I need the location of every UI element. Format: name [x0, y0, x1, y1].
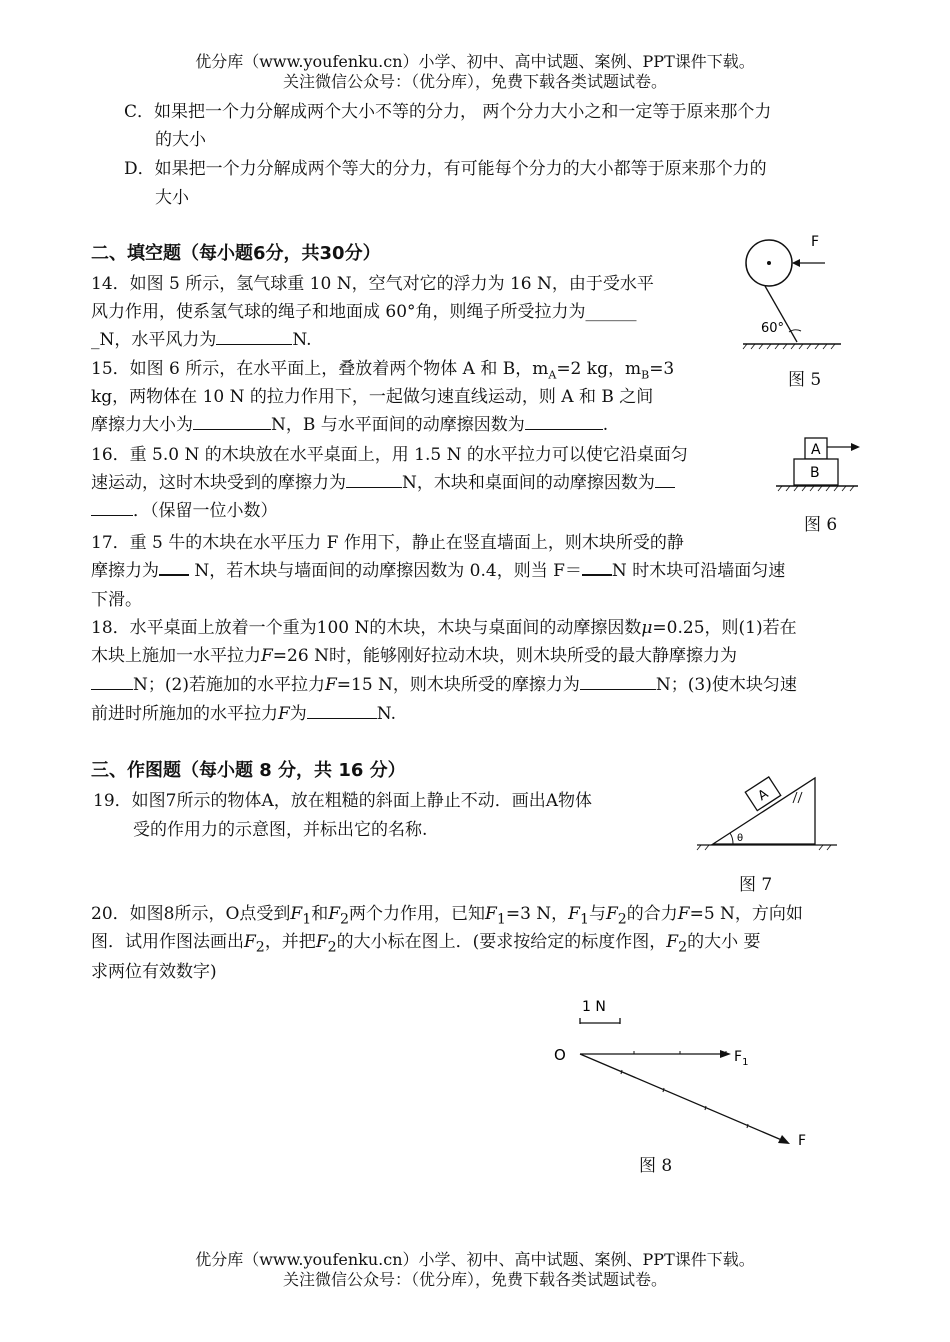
- q20-f1-c: F: [568, 904, 580, 924]
- q16-text-a: 速运动，这时木块受到的摩擦力为: [91, 473, 346, 493]
- footer-line-2: 关注微信公众号：（优分库），免费下载各类试题试卷。: [282, 1270, 667, 1289]
- q20-f2-d: F: [315, 932, 328, 952]
- q18-f-2: F: [324, 675, 337, 695]
- figure-7-diagram: [693, 770, 841, 854]
- q17-line-1: 17．重 5 牛的木块在水平压力 F 作用下，静止在竖直墙面上，则木块所受的静: [91, 533, 684, 553]
- q18-blank-max-static[interactable]: [91, 673, 133, 690]
- fig5-force-arrow-head: [792, 259, 800, 267]
- q15-line-3: [91, 412, 608, 438]
- q15-blank-friction[interactable]: [193, 413, 271, 430]
- q15-text-d: 摩擦力大小为: [91, 415, 193, 435]
- header-line-2: 关注微信公众号：（优分库），免费下载各类试题试卷。: [282, 72, 667, 91]
- balloon-center-dot: [767, 261, 771, 265]
- q18-text-b: =0.25，则(1)若在: [652, 618, 797, 638]
- fig5-force-label: F: [811, 234, 820, 250]
- q20-text-c: 两个力作用，已知: [349, 904, 486, 924]
- q20-f-a: F: [677, 904, 690, 924]
- q20-text-h: 图．试用作图法画出: [91, 932, 244, 952]
- q15-blank-coefficient[interactable]: [525, 413, 603, 430]
- figure-6-caption: 图 6: [804, 515, 838, 535]
- q18-text-i: 为: [289, 704, 307, 724]
- fig8-f1-sub: 1: [742, 1057, 749, 1068]
- q20-sub-1b: 1: [496, 911, 506, 928]
- q20-sub-2e: 2: [678, 939, 688, 956]
- q19-line-1: 19．如图7所示的物体A，放在粗糙的斜面上静止不动．画出A物体: [93, 791, 593, 811]
- fig8-f-label: F: [798, 1133, 807, 1149]
- q14-text-b: N.: [292, 330, 312, 350]
- q18-text-f: =15 N，则木块所受的摩擦力为: [336, 675, 580, 695]
- q20-f1-a: F: [290, 904, 303, 924]
- q15-sub-b: B: [641, 368, 650, 382]
- q17-blank-force[interactable]: [582, 558, 612, 576]
- option-d-line-1: D．如果把一个力分解成两个等大的分力，有可能每个分力的大小都等于原来那个力的: [124, 159, 767, 179]
- q17-text-a: 摩擦力为: [91, 561, 159, 581]
- q20-text-a: 20．如图8所示，O点受到: [91, 904, 291, 924]
- q17-text-b: N，若木块与墙面间的动摩擦因数为 0.4，则当 F＝: [189, 561, 582, 581]
- q14-blank-wind[interactable]: [216, 328, 292, 345]
- q16-blank-coefficient-a[interactable]: [655, 471, 675, 488]
- q20-text-d: =3 N，: [505, 904, 569, 924]
- fig7-angle-label: θ: [737, 833, 744, 844]
- q20-sub-2c: 2: [255, 939, 265, 956]
- q18-blank-friction[interactable]: [580, 673, 656, 690]
- fig8-f-arrow-head: [778, 1135, 790, 1144]
- q15-text-f: .: [602, 415, 609, 435]
- q16-line-2: [91, 470, 675, 496]
- q20-text-j: 的大小标在图上．(要求按给定的标度作图，: [336, 932, 667, 952]
- figure-8-caption: 图 8: [639, 1156, 673, 1176]
- q15-text-a: 15．如图 6 所示，在水平面上，叠放着两个物体 A 和 B，m: [91, 359, 549, 379]
- q20-line-3: 求两位有效数字): [91, 962, 217, 982]
- q14-text-a: _N，水平风力为: [91, 330, 217, 350]
- q20-text-e: 与: [588, 904, 606, 924]
- q18-line-4: [91, 701, 396, 727]
- q18-text-c: 木块上施加一水平拉力: [91, 646, 261, 666]
- q20-text-f: 的合力: [626, 904, 678, 924]
- q17-line-2: [91, 558, 785, 584]
- q20-text-b: 和: [311, 904, 329, 924]
- section-3-title: 三、作图题（每小题 8 分，共 16 分）: [91, 760, 406, 781]
- q20-sub-2d: 2: [327, 939, 337, 956]
- q20-f2-a: F: [328, 904, 340, 924]
- q17-text-c: N 时木块可沿墙面匀速: [611, 561, 786, 581]
- fig6-block-a-label: A: [811, 442, 821, 458]
- q18-line-1: [91, 615, 797, 641]
- q18-mu: μ: [641, 618, 653, 638]
- q15-sub-a: A: [548, 368, 557, 382]
- q14-line-3: [91, 327, 312, 353]
- fig7-roughness-marks: [793, 792, 802, 803]
- q20-f2-e: F: [666, 932, 679, 952]
- q20-sub-1a: 1: [302, 911, 312, 928]
- q15-text-c: =3: [649, 359, 675, 379]
- figure-6-diagram: [772, 432, 864, 498]
- q18-text-h: 前进时所施加的水平拉力: [91, 704, 278, 724]
- q18-f-3: F: [278, 704, 290, 724]
- q18-line-2: [91, 643, 737, 669]
- q16-blank-coefficient-b[interactable]: [91, 499, 133, 516]
- q16-blank-friction[interactable]: [346, 471, 402, 488]
- fig6-pull-arrow-head: [851, 443, 860, 451]
- q17-blank-static-friction[interactable]: [159, 558, 189, 576]
- q18-text-a: 18．水平桌面上放着一个重为100 N的木块，木块与桌面间的动摩擦因数: [91, 618, 642, 638]
- q20-sub-2b: 2: [617, 911, 627, 928]
- fig8-f1-label: [734, 1049, 748, 1068]
- q20-text-g: =5 N，方向如: [689, 904, 803, 924]
- q20-line-2: [91, 929, 760, 960]
- figure-5-caption: 图 5: [788, 370, 822, 390]
- q18-text-j: N.: [376, 704, 396, 724]
- q18-f-1: F: [261, 646, 273, 666]
- fig8-scale-label: 1 N: [582, 999, 606, 1015]
- fig6-block-b-label: B: [810, 465, 820, 481]
- fig7-block-group: [745, 777, 780, 811]
- q15-line-2: kg，两物体在 10 N 的拉力作用下，一起做匀速直线运动，则 A 和 B 之间: [91, 387, 654, 407]
- q20-f1-b: F: [485, 904, 497, 924]
- fig5-angle-label: 60°: [761, 321, 785, 336]
- q18-line-3: [91, 672, 797, 698]
- q20-sub-2a: 2: [340, 911, 350, 928]
- q20-line-1: [91, 901, 803, 932]
- section-2-title: 二、填空题（每小题6分，共30分）: [91, 243, 381, 264]
- fig7-angle-arc: [730, 833, 733, 844]
- footer-line-1: 优分库（www.youfenku.cn）小学、初中、高中试题、案例、PPT课件下载。: [195, 1250, 755, 1269]
- q18-blank-uniform[interactable]: [307, 702, 377, 719]
- q19-line-2: 受的作用力的示意图，并标出它的名称.: [133, 820, 428, 840]
- q15-text-b: =2 kg，m: [556, 359, 642, 379]
- q14-line-1: 14．如图 5 所示，氢气球重 10 N，空气对它的浮力为 16 N，由于受水平: [91, 274, 654, 294]
- q15-text-e: N，B 与水平面间的动摩擦因数为: [271, 415, 525, 435]
- q20-f2-b: F: [605, 904, 618, 924]
- option-c-line-2: 的大小: [155, 130, 206, 150]
- option-d-line-2: 大小: [155, 188, 189, 208]
- fig8-f-arrow-line: [580, 1054, 784, 1141]
- q20-sub-1c: 1: [579, 911, 589, 928]
- q14-line-2: 风力作用，使系氢气球的绳子和地面成 60°角，则绳子所受拉力为______: [91, 302, 637, 322]
- q18-text-g: N；(3)使木块匀速: [655, 675, 797, 695]
- q18-text-d: =26 N时，能够刚好拉动木块，则木块所受的最大静摩擦力为: [272, 646, 737, 666]
- q16-line-3: [91, 498, 278, 524]
- fig8-origin-label: O: [554, 1046, 566, 1064]
- fig7-ground-hatch: [697, 845, 831, 850]
- q17-line-3: 下滑。: [91, 590, 142, 610]
- figure-8-diagram: [548, 993, 818, 1153]
- q20-f2-c: F: [244, 932, 256, 952]
- q20-text-i: ，并把: [264, 932, 316, 952]
- q16-text-c: ．（保留一位小数）: [133, 501, 278, 521]
- header-line-1: 优分库（www.youfenku.cn）小学、初中、高中试题、案例、PPT课件下载。: [195, 52, 755, 71]
- q16-text-b: N，木块和桌面间的动摩擦因数为: [402, 473, 655, 493]
- q20-text-k: 的大小 要: [687, 932, 761, 952]
- q16-line-1: 16．重 5.0 N 的木块放在水平桌面上，用 1.5 N 的水平拉力可以使它沿桌面匀: [91, 445, 688, 465]
- q18-text-e: N；(2)若施加的水平拉力: [133, 675, 325, 695]
- figure-7-caption: 图 7: [739, 875, 773, 895]
- option-c-line-1: C．如果把一个力分解成两个大小不等的分力， 两个分力大小之和一定等于原来那个力: [124, 102, 772, 122]
- fig8-f1-letter: F: [734, 1049, 743, 1065]
- fig7-block-label: A: [755, 786, 772, 805]
- figure-5-diagram: [735, 228, 845, 353]
